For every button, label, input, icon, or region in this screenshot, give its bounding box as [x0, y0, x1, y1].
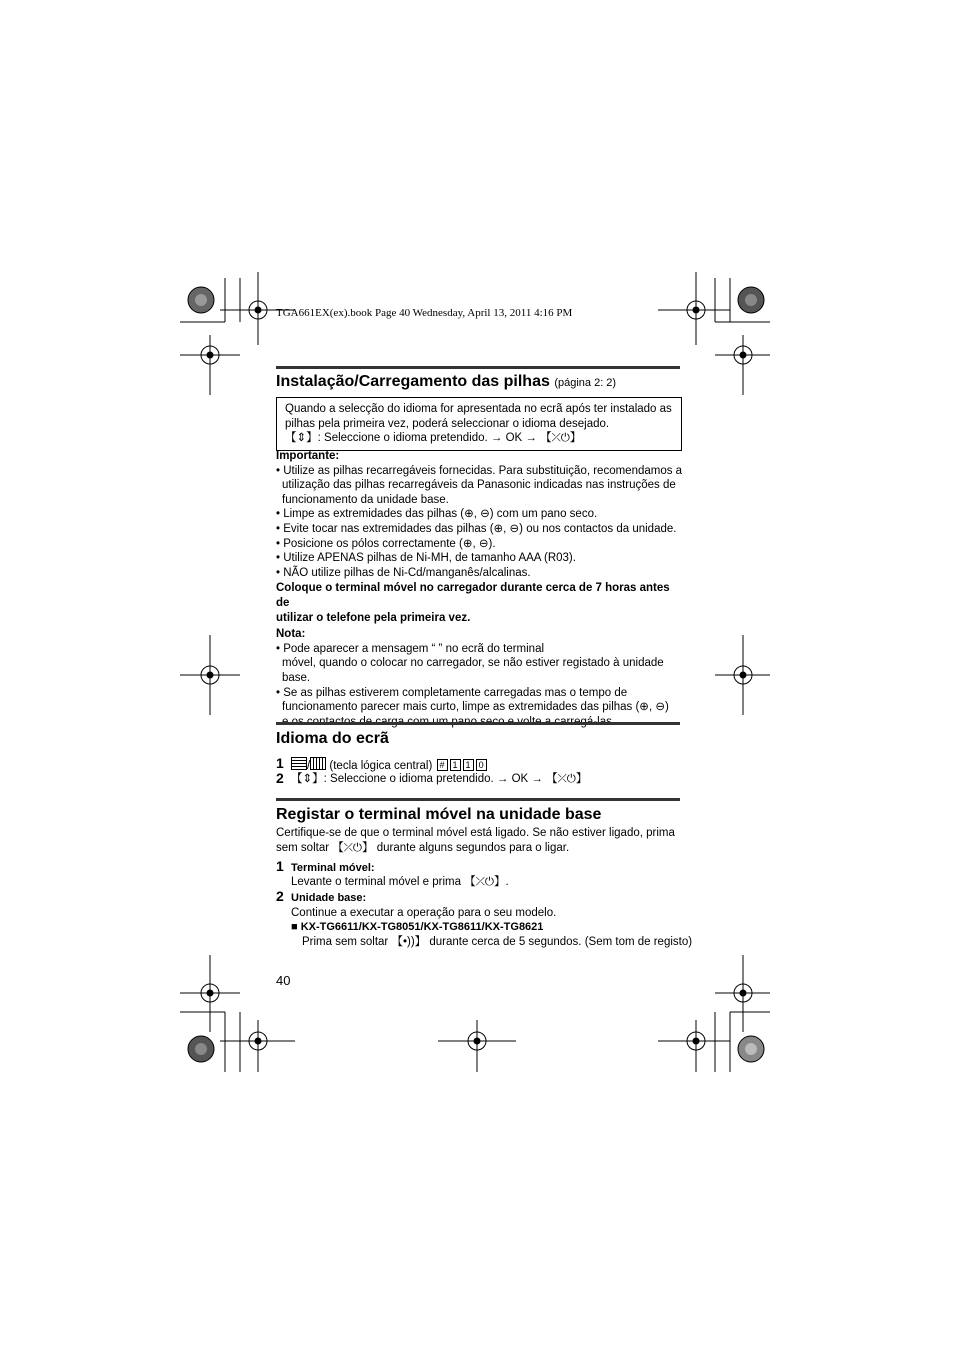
section-title-register: Registar o terminal móvel na unidade base — [276, 806, 602, 823]
bullet-line: • Utilize as pilhas recarregáveis fornecidas. Para substituição, recomendamos a — [276, 464, 683, 477]
hash-key: # — [437, 759, 448, 771]
step-number: 2 — [276, 888, 284, 904]
step-label: Unidade base: — [291, 892, 367, 904]
important-label: Importante: — [276, 450, 340, 462]
digit-key: 1 — [463, 759, 474, 771]
nota-line: base. — [282, 671, 311, 684]
nota-line: • Se as pilhas estiverem completamente carregadas mas o tempo de — [276, 686, 628, 699]
model-instruction: Prima sem soltar 【•))】 durante cerca de 5 segundos. (Sem tom de registo) — [302, 936, 693, 948]
step-text: (tecla lógica central) — [329, 760, 433, 772]
bullet-line: • NÃO utilize pilhas de Ni-Cd/manganês/alcalinas. — [276, 566, 531, 579]
charge-note: utilizar o telefone pela primeira vez. — [276, 611, 471, 624]
step-number: 1 — [276, 858, 284, 874]
charge-note: Coloque o terminal móvel no carregador durante cerca de 7 horas antes de — [276, 582, 670, 609]
step-text: Levante o terminal móvel e prima 【⤫⏻】. — [291, 876, 509, 888]
step-text: Continue a executar a operação para o seu modelo. — [291, 907, 557, 919]
nota-label: Nota: — [276, 628, 306, 641]
bullet-line: utilização das pilhas recarregáveis da Panasonic indicadas nas instruções de — [282, 479, 676, 492]
intro-line: sem soltar 【⤫⏻】 durante alguns segundos para o ligar. — [276, 841, 570, 854]
book-header-line: TGA661EX(ex).book Page 40 Wednesday, April 13, 2011 4:16 PM — [276, 307, 573, 319]
bullet-line: • Utilize APENAS pilhas de Ni-MH, de tamanho AAA (R03). — [276, 552, 576, 565]
page-reference: (página 2: 2) — [554, 377, 617, 389]
bullet-line: • Evite tocar nas extremidades das pilhas (⊕, ⊖) ou nos contactos da unidade. — [276, 522, 677, 535]
section-rule — [276, 722, 680, 725]
section-rule — [276, 798, 680, 801]
step-language-1: / (tecla lógica central) # 1 1 0 — [291, 757, 488, 774]
section-title-text: Instalação/Carregamento das pilhas — [276, 373, 550, 390]
box-line: pilhas pela primeira vez, poderá seleccionar o idioma desejado. — [285, 417, 610, 430]
bullet-line: • Posicione os pólos correctamente (⊕, ⊖). — [276, 537, 496, 550]
nota-line: funcionamento parecer mais curto, limpe as extremidades das pilhas (⊕, ⊖) — [282, 701, 669, 714]
digit-key: 0 — [476, 759, 487, 771]
nota-line: • Pode aparecer a mensagem “ ” no ecrã do terminal — [276, 642, 545, 655]
step-language-2: 【⇕】: Seleccione o idioma pretendido. → OK → 【⤫⏻】 — [291, 773, 588, 785]
model-label: ■ KX-TG6611/KX-TG8051/KX-TG8611/KX-TG8621 — [291, 921, 544, 933]
nota-line: móvel, quando o colocar no carregador, se não estiver registado à unidade — [282, 657, 664, 670]
register-intro — [276, 826, 686, 855]
box-line: 【⇕】: Seleccione o idioma pretendido. → OK → 【⤫⏻】 — [285, 432, 582, 444]
step-number: 1 — [276, 755, 284, 771]
language-info-box — [276, 397, 682, 451]
section-rule — [276, 366, 680, 369]
bullet-line: • Limpe as extremidades das pilhas (⊕, ⊖) com um pano seco. — [276, 508, 598, 521]
bullet-line: funcionamento da unidade base. — [282, 493, 449, 506]
intro-line: Certifique-se de que o terminal móvel está ligado. Se não estiver ligado, prima — [276, 827, 675, 839]
page-number: 40 — [276, 973, 291, 988]
section-title-language: Idioma do ecrã — [276, 730, 389, 747]
important-block — [276, 449, 686, 729]
digit-key: 1 — [450, 759, 461, 771]
step-number: 2 — [276, 770, 284, 786]
box-line: Quando a selecção do idioma for apresentada no ecrã após ter instalado as — [285, 403, 672, 415]
menu-soft-key-icon — [291, 757, 307, 770]
step-label: Terminal móvel: — [291, 862, 375, 874]
list-soft-key-icon — [310, 757, 326, 770]
section-title-battery — [276, 373, 616, 391]
